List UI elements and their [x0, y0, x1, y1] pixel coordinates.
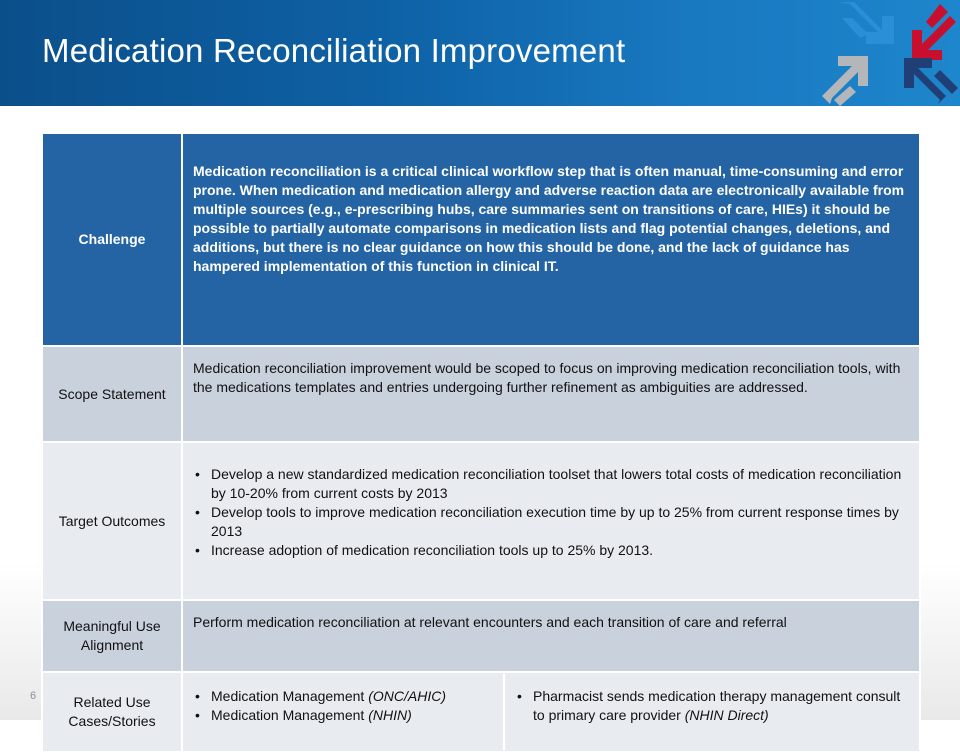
red-arrow-icon [912, 4, 956, 60]
related-item-text: Medication Management [211, 688, 369, 704]
target-item: • Increase adoption of medication reconciliation tools up to 25% by 2013. [193, 541, 909, 560]
scope-row [42, 346, 920, 442]
page-title: Medication Reconciliation Improvement [42, 32, 626, 69]
related-right-list [515, 687, 909, 725]
related-item [193, 687, 493, 706]
scope-text: Medication reconciliation improvement would be scoped to focus on improving medication reconciliation tools, with the medications templates and entries undergoing further refinement as ambiguities are addressed. [182, 346, 920, 442]
related-left-list [193, 687, 493, 725]
target-cell [182, 442, 920, 600]
related-row [42, 672, 920, 752]
challenge-row [42, 133, 920, 346]
target-label: Target Outcomes [42, 442, 182, 600]
target-list [193, 465, 909, 560]
related-left-cell [182, 672, 504, 752]
related-item-source: (NHIN Direct) [684, 707, 769, 723]
related-item-source: (ONC/AHIC) [368, 688, 446, 704]
related-item-text: Medication Management [211, 707, 369, 723]
navy-arrow-icon [904, 58, 958, 104]
meaningful-use-row [42, 600, 920, 672]
gray-arrow-icon [822, 56, 868, 106]
related-right-cell [504, 672, 920, 752]
header-banner [0, 0, 960, 106]
related-item [193, 706, 493, 725]
blue-arrow-icon [840, 0, 904, 44]
challenge-text: Medication reconciliation is a critical clinical workflow step that is often manual, time-consuming and error prone. When medication and medication allergy and adverse reaction data are electronically available from multiple sources (e.g., e-prescribing hubs, care summaries sent on transitions of care, HIEs) it should be possible to partially automate comparisons in medication lists and flag potential changes, deletions, and additions, but there is no clear guidance on how this should be done, and the lack of guidance has hampered implementation of this function in clinical IT. [182, 133, 920, 346]
four-arrows-logo-icon [820, 0, 960, 106]
info-table [41, 132, 921, 753]
target-row [42, 442, 920, 600]
related-item [515, 687, 909, 725]
related-item-source: (NHIN) [368, 707, 412, 723]
target-item: • Develop a new standardized medication reconciliation toolset that lowers total costs of medication reconciliation by 10-20% from current costs by 2013 [193, 465, 909, 503]
scope-label: Scope Statement [42, 346, 182, 442]
meaningful-use-label: Meaningful Use Alignment [42, 600, 182, 672]
page-number: 6 [30, 690, 37, 702]
target-item: • Develop tools to improve medication reconciliation execution time by up to 25% from current response times by 2013 [193, 503, 909, 541]
meaningful-use-text: Perform medication reconciliation at relevant encounters and each transition of care and referral [182, 600, 920, 672]
challenge-label: Challenge [42, 133, 182, 346]
related-label: Related Use Cases/Stories [42, 672, 182, 752]
related-item-text: Pharmacist sends medication therapy management consult to primary care provider [533, 688, 901, 723]
